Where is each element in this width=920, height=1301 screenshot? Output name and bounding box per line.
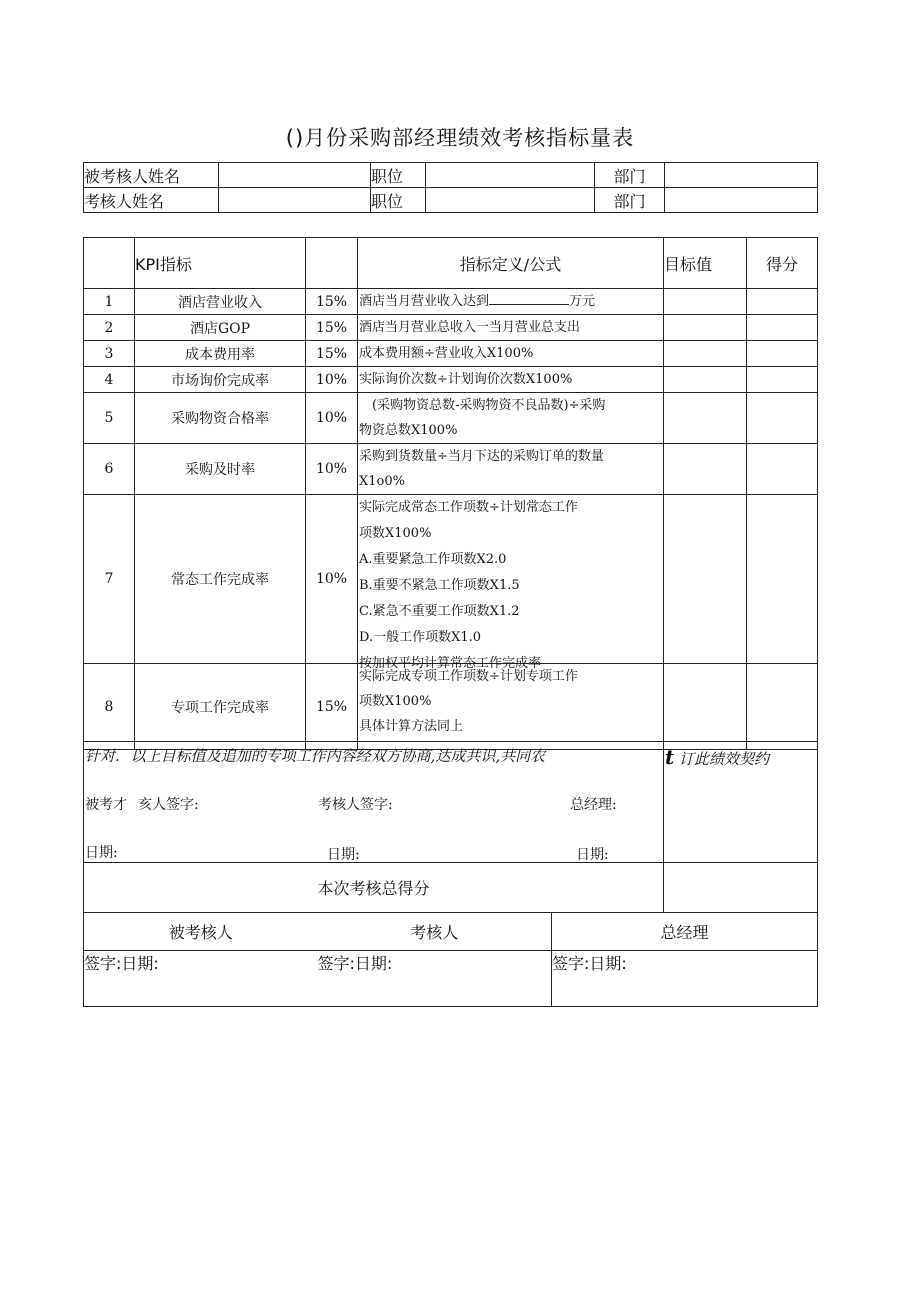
kpi-definition: (采购物资总数-采购物资不良品数)÷采购 物资总数X100% <box>358 393 664 444</box>
kpi-table <box>83 237 818 750</box>
kpi-name: 常态工作完成率 <box>135 495 306 664</box>
kpi-name: 专项工作完成率 <box>135 664 306 750</box>
total-score-label: 本次考核总得分 <box>84 863 664 913</box>
kpi-weight: 10% <box>306 367 358 393</box>
score-cell[interactable] <box>747 315 818 341</box>
target-cell[interactable] <box>664 664 747 750</box>
table-row <box>84 367 818 393</box>
dept-label: 部门 <box>595 163 665 188</box>
assessee-sign-label-b: 亥人签字: <box>138 797 199 813</box>
kpi-weight: 10% <box>306 393 358 444</box>
kpi-name: 采购及时率 <box>135 444 306 495</box>
agreement-tail-t: t <box>665 745 675 769</box>
score-header: 得分 <box>747 238 818 289</box>
assessor-header: 考核人 <box>318 913 552 951</box>
row-number: 5 <box>84 393 135 444</box>
row-number: 3 <box>84 341 135 367</box>
score-cell[interactable] <box>747 664 818 750</box>
assessor-dept-field[interactable] <box>665 188 818 213</box>
assessee-signature[interactable]: 签字:日期: <box>84 951 318 1007</box>
kpi-name: 采购物资合格率 <box>135 393 306 444</box>
info-table <box>83 162 818 213</box>
assessee-dept-field[interactable] <box>665 163 818 188</box>
row-number: 4 <box>84 367 135 393</box>
assessee-header: 被考核人 <box>84 913 318 951</box>
score-cell[interactable] <box>747 341 818 367</box>
target-cell[interactable] <box>664 393 747 444</box>
agreement-cell <box>84 742 664 863</box>
gm-header: 总经理 <box>552 913 818 951</box>
agreement-text: 以上目标值及追加的专项工作内容经双方协商,达成共识,共同农 <box>130 747 546 765</box>
kpi-weight: 10% <box>306 495 358 664</box>
gm-signature[interactable]: 签字:日期: <box>552 951 818 1007</box>
assessor-signature[interactable]: 签字:日期: <box>318 951 552 1007</box>
revenue-blank[interactable] <box>489 290 569 305</box>
kpi-weight: 10% <box>306 444 358 495</box>
kpi-weight: 15% <box>306 289 358 315</box>
target-cell[interactable] <box>664 289 747 315</box>
agreement-prefix: 针对. <box>85 747 120 765</box>
table-row <box>84 289 818 315</box>
assessor-position-field[interactable] <box>426 188 595 213</box>
table-row <box>84 393 818 444</box>
page-title: ()月份采购部经理绩效考核指标量表 <box>285 126 635 150</box>
row-number: 2 <box>84 315 135 341</box>
kpi-name: 酒店GOP <box>135 315 306 341</box>
kpi-definition: 实际完成专项工作项数÷计划专项工作 项数X100% 具体计算方法同上 <box>358 664 664 750</box>
score-cell[interactable] <box>747 289 818 315</box>
position-label: 职位 <box>371 163 426 188</box>
target-cell[interactable] <box>664 444 747 495</box>
table-row <box>84 664 818 750</box>
assessee-date-label: 日期: <box>85 845 118 861</box>
target-cell[interactable] <box>664 315 747 341</box>
row-number: 6 <box>84 444 135 495</box>
dept-label: 部门 <box>595 188 665 213</box>
assessee-sign-label-a: 被考才 <box>85 797 127 813</box>
kpi-definition: 实际完成常态工作项数÷计划常态工作 项数X100% A.重要紧急工作项数X2.0 B.重要不紧急工作项数X1.5 C.紧急不重要工作项数X1.2 D.一般工作项数X1.0 按加权平均计算常态工作完成率 <box>358 495 664 664</box>
score-cell[interactable] <box>747 444 818 495</box>
target-cell[interactable] <box>664 341 747 367</box>
score-cell[interactable] <box>747 393 818 444</box>
assessor-sign-label: 考核人签字: <box>318 797 393 813</box>
assessee-position-field[interactable] <box>426 163 595 188</box>
kpi-weight: 15% <box>306 664 358 750</box>
kpi-definition: 采购到货数量÷当月下达的采购订单的数量 X1o0% <box>358 444 664 495</box>
table-row <box>84 315 818 341</box>
gm-sign-label: 总经理: <box>570 797 617 813</box>
kpi-weight: 15% <box>306 341 358 367</box>
gm-date-label: 日期: <box>576 847 609 863</box>
assessor-date-label: 日期: <box>327 847 360 863</box>
assessee-name-field[interactable] <box>219 163 371 188</box>
target-cell[interactable] <box>664 367 747 393</box>
kpi-name: 市场询价完成率 <box>135 367 306 393</box>
kpi-header: KPI指标 <box>135 238 306 289</box>
position-label: 职位 <box>371 188 426 213</box>
kpi-name: 酒店营业收入 <box>135 289 306 315</box>
agreement-table <box>83 741 818 913</box>
kpi-name: 成本费用率 <box>135 341 306 367</box>
kpi-weight: 15% <box>306 315 358 341</box>
agreement-tail: 订此绩效契约 <box>679 750 770 768</box>
kpi-definition: 成本费用额÷营业收入X100% <box>358 341 664 367</box>
assessee-name-label: 被考核人姓名 <box>84 163 219 188</box>
table-row <box>84 495 818 664</box>
target-cell[interactable] <box>664 495 747 664</box>
kpi-definition: 酒店当月营业总收入一当月营业总支出 <box>358 315 664 341</box>
row-number: 1 <box>84 289 135 315</box>
kpi-definition: 酒店当月营业收入达到 万元 <box>358 289 664 315</box>
agreement-tail-cell <box>664 742 818 863</box>
table-row <box>84 444 818 495</box>
score-cell[interactable] <box>747 367 818 393</box>
target-header: 目标值 <box>664 238 747 289</box>
total-score-field[interactable] <box>664 863 818 913</box>
table-row <box>84 341 818 367</box>
assessor-name-field[interactable] <box>219 188 371 213</box>
definition-header: 指标定义/公式 <box>358 238 664 289</box>
row-number: 7 <box>84 495 135 664</box>
signature-table <box>83 912 818 1007</box>
kpi-definition: 实际询价次数÷计划询价次数X100% <box>358 367 664 393</box>
row-number: 8 <box>84 664 135 750</box>
assessor-name-label: 考核人姓名 <box>84 188 219 213</box>
score-cell[interactable] <box>747 495 818 664</box>
